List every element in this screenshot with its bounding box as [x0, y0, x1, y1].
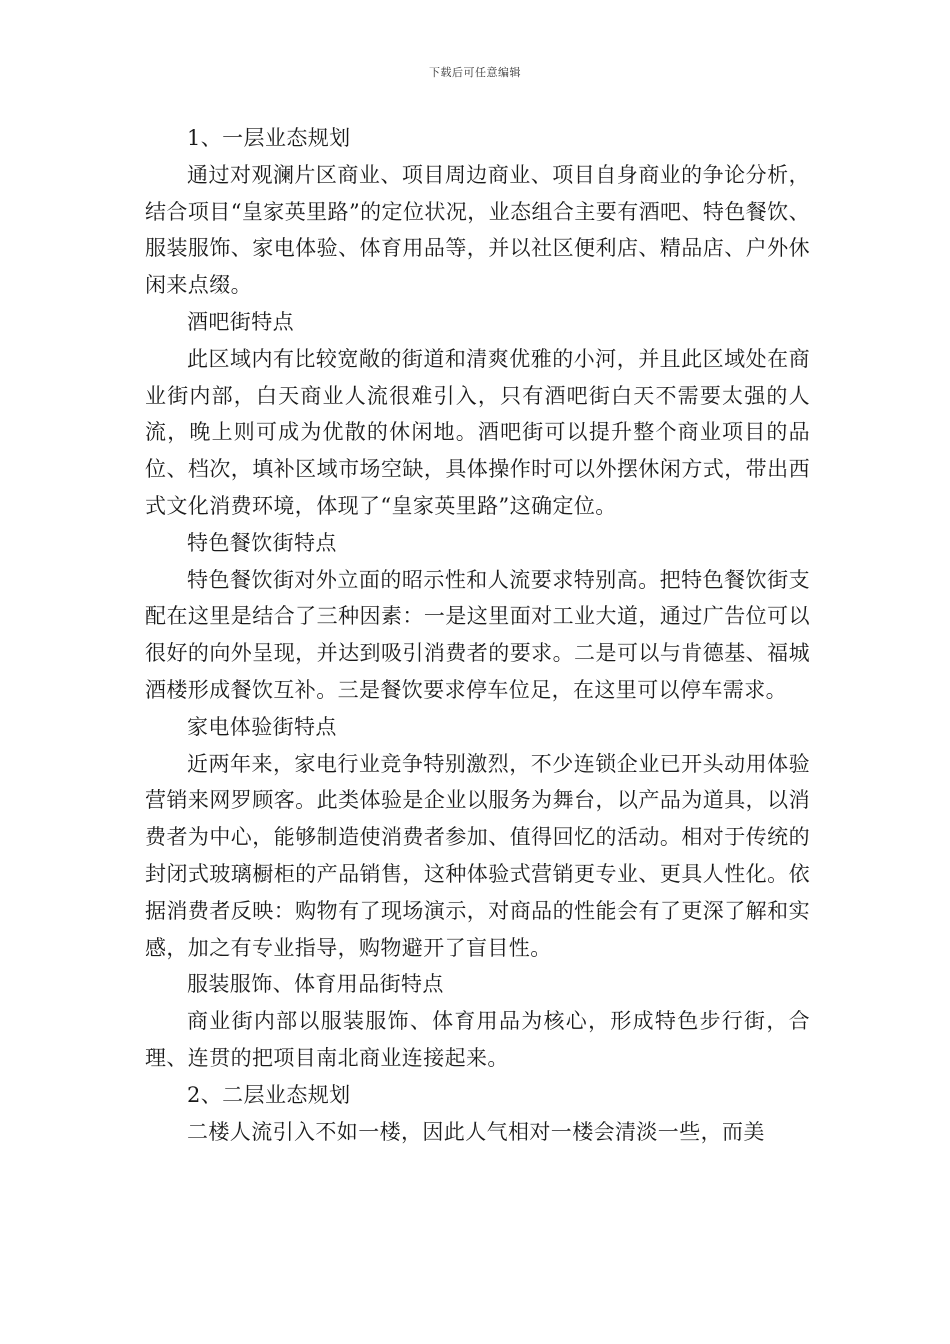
page-header: 下载后可任意编辑: [429, 66, 521, 79]
subheading-apparel-sports-street: 服装服饰、体育用品街特点: [187, 972, 444, 997]
subheading-bar-street: 酒吧街特点: [187, 309, 294, 334]
subheading-dining-street: 特色餐饮街特点: [187, 530, 337, 555]
paragraph-appliance-street: 近两年来，家电行业竞争特别激烈，不少连锁企业已开头动用体验营销来网罗顾客。此类体验是企业以服务为舞台，以产品为道具，以消费者为中心，能够制造使消费者参加、值得回忆的活动。相对于传统的封闭式玻璃橱柜的产品销售，这种体验式营销更专业、更具人性化。依据消费者反映：购物有了现场演示，对商品的性能会有了更深了解和实感，加之有专业指导，购物避开了盲目性。: [145, 751, 810, 960]
paragraph-floor-2-overview: 二楼人流引入不如一楼，因此人气相对一楼会清淡一些，而美: [187, 1119, 765, 1144]
paragraph-dining-street: 特色餐饮街对外立面的昭示性和人流要求特别高。把特色餐饮街支配在这里是结合了三种因素：一是这里面对工业大道，通过广告位可以很好的向外呈现，并达到吸引消费者的要求。二是可以与肯德基、福城酒楼形成餐饮互补。三是餐饮要求停车位足，在这里可以停车需求。: [145, 567, 810, 702]
paragraph-bar-street: 此区域内有比较宽敞的街道和清爽优雅的小河，并且此区域处在商业街内部，白天商业人流很难引入，只有酒吧街白天不需要太强的人流，晚上则可成为优散的休闲地。酒吧街可以提升整个商业项目的品位、档次，填补区域市场空缺，具体操作时可以外摆休闲方式，带出西式文化消费环境，体现了“皇家英里路”这确定位。: [145, 346, 810, 518]
section-heading-floor-1: 1、一层业态规划: [187, 126, 351, 150]
paragraph-floor-1-overview: 通过对观澜片区商业、项目周边商业、项目自身商业的争论分析，结合项目“皇家英里路”的定位状况，业态组合主要有酒吧、特色餐饮、服装服饰、家电体验、体育用品等，并以社区便利店、精品店、户外休闲来点缀。: [145, 162, 810, 298]
section-heading-floor-2: 2、二层业态规划: [187, 1082, 351, 1107]
paragraph-apparel-sports-street: 商业街内部以服装服饰、体育用品为核心，形成特色步行街，合理、连贯的把项目南北商业连接起来。: [145, 1009, 810, 1070]
document-body: [145, 120, 810, 1150]
subheading-appliance-street: 家电体验街特点: [187, 714, 337, 739]
